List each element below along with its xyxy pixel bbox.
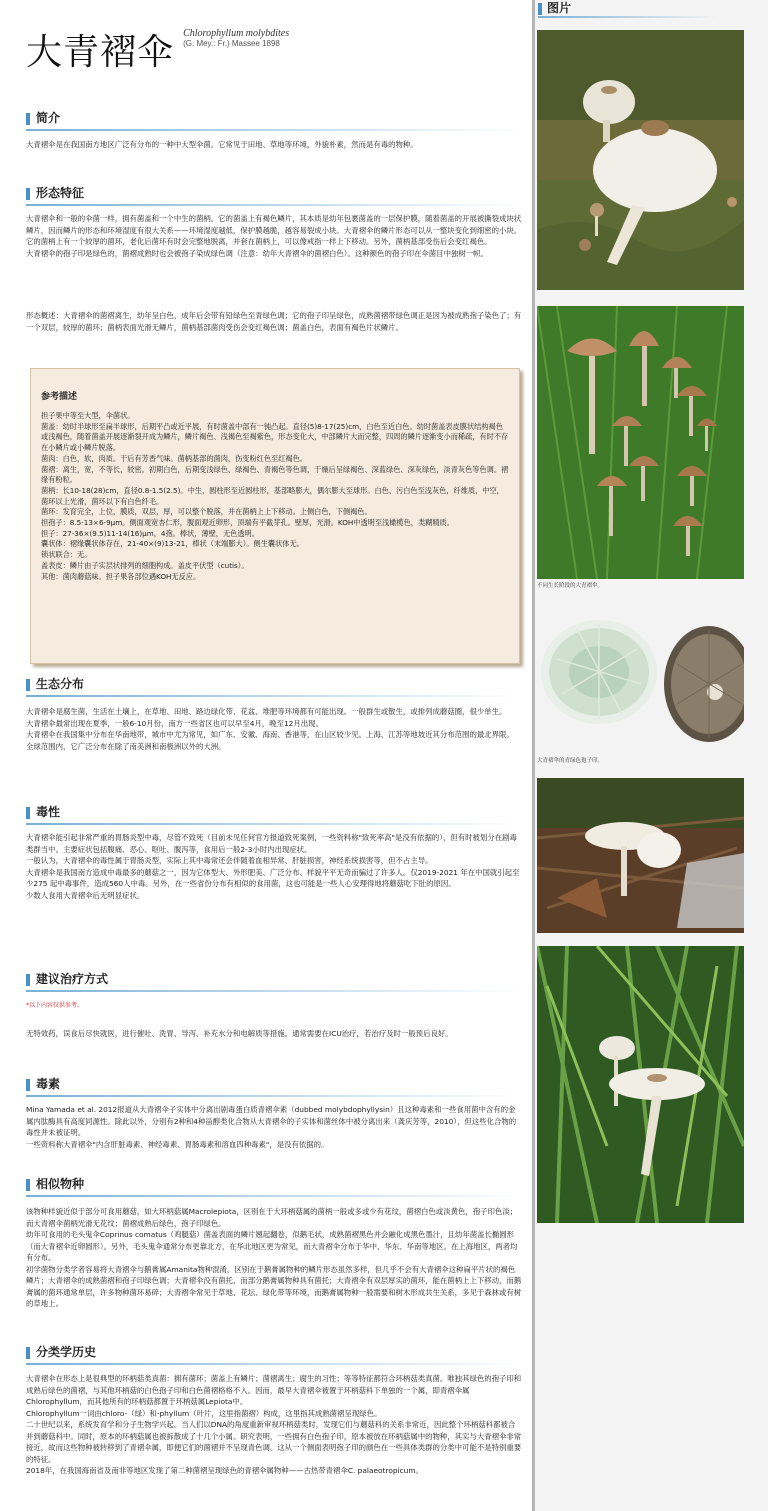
ecology-text: 大青褶伞是腐生菌，生活在土壤上，在草地、田地、路边绿化带、花盆、堆肥等环境都有可能出现。一般群生或散生，或排列成蘑菇圈，很少单生。 大青褶伞最常出现在夏季，一般6-10月份，南方一些省区也可以早至4月，晚至12月出现。 大青褶伞在我国集中分布在华南地带，城市中尤为常见，如广东、安徽、海南、香港等，在山区较少见。上海、江苏等地坡近其分布范围的最北界限。 全球范围内，它广泛分布在除了南美洲和南极洲以外的大洲。 bbox=[26, 707, 514, 751]
mushroom-photo-4[interactable] bbox=[537, 778, 744, 933]
title-chinese: 大青褶伞 bbox=[26, 32, 175, 73]
morphology-summary: 形态概述：大青褶伞的菌褶离生，幼年呈白色，成年后会带有铅绿色至青绿色调；它的孢子印呈绿色，成熟菌褶带绿色调正是因为被成熟孢子染色了；有一个双层，较厚的菌环；菌柄表面光滑无鳞片，菌柄基部菌肉受伤会变红褐色调；菌盖白色，表面有褐色片状鳞片。 bbox=[26, 311, 522, 332]
taxonomy-text: 大青褶伞在形态上是很典型的环柄菇类真菌：拥有菌环；菌盖上有鳞片；菌褶离生；腐生的习性；等等特征都符合环柄菇类真菌。唯独其绿色的孢子印和成熟后绿色的菌褶，与其他环柄菇的白色孢子印和白色菌褶格格不入。因而，最早大青褶伞被置于环柄菇科下单独的一个属，即青褶伞属Chlorophyllum，而其他所有的环柄菇都置于环柄菇属Lepiota中。 Chlorophyllum一词由chloro-（绿）和-phyllum（叶片，这里指菌褶）构成，这里指其成熟菌褶呈现绿色。 二十世纪以来，系统发育学和分子生物学兴起。当人们以DNA的角度重新审视环柄菇类时，发现它们与蘑菇科的关系非常近，因此整个环柄菇科都被合并到蘑菇科中。同时，原本的环柄菇属也被拆散成了十几个小属。研究表明，一些拥有白色孢子印，原本被放在环柄菇属中的物种，其实与大青褶伞非常接近，故而这些物种被转移到了青褶伞属，即便它们的菌褶并不呈现青色调。这从一个侧面表明孢子印的颜色在一些具体类群的分类中可能不是特别重要的特征。 2018年，在我国海南省及南非等地区发现了第二种菌褶呈现绿色的青褶伞属物种——古热带青褶伞C. palaeotropicum。 bbox=[26, 1374, 522, 1475]
reference-body: 担子果中等至大型，伞菌状。 菌盖：幼时半球形至扁半球形，后期平凸或近平展，有时菌盖中部有一钝凸起。直径(5)8-17(25)cm，白色至近白色。幼时菌盖表皮膜状结构褐色或浅褐色，随着菌盖开展逐渐裂开成为鳞片，鳞片褐色、浅褐色至褐紫色，形态变化大，中部鳞片大而完整，四周的鳞片逐渐变小而稀疏，有时不存在小鳞片或小鳞片脱落。 菌肉：白色，软，肉质。干后有芳香气味。菌柄基部的菌肉，伤变粉红色至红褐色。 菌褶：离生，宽，不等长，较密。初期白色，后期变浅绿色、绿褐色、青褐色等色调，干燥后呈绿褐色、深蓝绿色、深灰绿色，淡青灰色等色调。褶缘有粉粒。 菌柄：长10-18(28)cm，直径0.8-1.5(2.5)。中生，圆柱形至近圆柱形，基部略膨大，偶尔膨大至球形。白色、污白色至浅灰色，纤维质，中空，菌环以上光滑，菌环以下有白色纤毛。 菌环：发育完全，上位，膜质，双层，厚，可以整个脱落，并在菌柄上上下移动。上侧白色，下侧褐色。 担孢子：8.5-13×6-9μm。侧面观宽杏仁形，腹面观近卵形，顶端有平截芽孔。壁厚，光滑。KOH中透明至浅橄榄色，类糊精质。 担子：27-36×(9.5)11-14(16)μm，4孢。棒状，薄壁，无色透明。 囊状体：褶缘囊状体存在，21-40×(9)13-21，棒状（末端膨大）。侧生囊状体无。 锁状联合：无。 盖表皮：鳞片由子实层状排列的细胞构成。盖皮平伏型（cutis）。 其他：菌肉蘑菇味。担子果各部位遇KOH无反应。 bbox=[41, 411, 509, 581]
section-heading-toxin: 毒素 bbox=[26, 1075, 522, 1095]
mushroom-photo-1[interactable] bbox=[537, 30, 744, 290]
photo-3-caption: 大青褶伞的青绿色孢子印。 bbox=[537, 758, 604, 764]
reference-heading: 参考描述 bbox=[41, 392, 78, 402]
treatment-text: 无特效药，误食后尽快就医，进行催吐、洗胃、导泻、补充水分和电解质等措施。通常需要在ICU治疗，若治疗及时一般预后良好。 bbox=[26, 1029, 453, 1038]
section-heading-morphology: 形态特征 bbox=[26, 184, 522, 204]
scientific-authority: (G. Mey.: Fr.) Massee 1898 bbox=[183, 39, 280, 48]
toxicity-text: 大青褶伞能引起非常严重的胃肠炎型中毒，尽管不致死（目前未见任何官方报道致死案例，一些资料称"致死率高"是没有依据的），但有时被划分在剧毒类群当中。主要症状包括腹痛、恶心、呕吐、腹泻等，食用后一般2-3小时内出现症状。 一般认为，大青褶伞的毒性属于胃肠炎型，实际上其中毒常还会伴随着血相异常、肝脏损害，神经系统损害等，但不占主导。 大青褶伞是我国南方造成中毒最多的蘑菇之一，因为它体型大、外形肥美、广泛分布、样貌平平无奇而骗过了许多人。仅2019-2021 年在中国就引起至少275 起中毒事件，造成560人中毒。另外，在一些省份分布有相似的食用菌，这也可能是一些人心安理得地将蘑菇吃下肚的原因。 少数人食用大青褶伞后无明显症状。 bbox=[26, 833, 520, 900]
section-heading-taxonomy: 分类学历史 bbox=[26, 1343, 522, 1363]
mushroom-photo-5[interactable] bbox=[537, 946, 744, 1223]
section-heading-ecology: 生态分布 bbox=[26, 675, 522, 695]
mushroom-photo-2[interactable] bbox=[537, 306, 744, 579]
similar-text: 该物种样貌近似于部分可食用蘑菇，如大环柄菇属Macrolepiota，区别在于大环柄菇属的菌柄一般或多或少有花纹，菌褶白色或淡黄色，孢子印色淡；而大青褶伞菌柄光滑无花纹；菌褶成熟后绿色，孢子印绿色。 幼年可食用的毛头鬼伞Coprinus comatus（鸡腿菇）菌盖表面的鳞片翘起翻卷，似鹅毛状，成熟菌褶黑色并会融化成黑色墨汁，且幼年菌盖长椭圆形（而大青褶伞近卵圆形）。另外，毛头鬼伞通常分布更靠北方，在华北地区更为常见，而大青褶伞分布于华中、华东、华南等地区。在上海地区，两者均有分布。 初学菌物分类学者容易将大青褶伞与鹅膏属Amanita物种混淆。区别在于鹅膏属物种的鳞片形态虽然多样，但几乎不会有大青褶伞这种扁平片状的褐色鳞片；大青褶伞的成熟菌褶和孢子印绿色调；大青褶伞没有菌托，而部分鹅膏属物种具有菌托；大青褶伞有双层厚实的菌环，能在菌柄上上下移动，而鹅膏属的菌环通常单层，许多物种菌环易碎；大青褶伞常见于草地、花坛、绿化带等环境，而鹅膏属物种一般需要和树木形成共生关系，多见于森林或有树的草地上。 bbox=[26, 1207, 522, 1308]
image-sidebar bbox=[535, 0, 768, 1511]
treatment-note: *以下内容仅供参考。 bbox=[26, 1002, 84, 1009]
section-heading-toxicity: 毒性 bbox=[26, 803, 522, 823]
scientific-name: Chlorophyllum molybdites bbox=[183, 28, 290, 39]
toxin-text: Mina Yamada et al. 2012报道从大青褶伞子实体中分离出剧毒蛋白质青褶伞素（dubbed molybdophyllysin）且这种毒素和一些食用菌中含有的金属内肽酶具有高度同源性。除此以外，分别有2种和4种甾醇类化合物从大青褶伞的子实体和菌丝体中被分离出来（龚庆芳等，2010），但这些化合物的毒性并未被证明。 一些资料称大青褶伞"内含肝脏毒素、神经毒素、胃肠毒素和溶血四种毒素"，是没有依据的。 bbox=[26, 1105, 517, 1149]
section-heading-treatment: 建议治疗方式 bbox=[26, 970, 522, 990]
spore-print-photo[interactable] bbox=[537, 604, 744, 754]
section-heading-similar: 相似物种 bbox=[26, 1175, 522, 1195]
intro-text: 大青褶伞是在我国南方地区广泛有分布的一种中大型伞菌。它常见于田地、草地等环境，外貌朴素，然而是有毒的物种。 bbox=[26, 140, 418, 149]
photo-2-caption: 不同生长阶段的大青褶伞。 bbox=[537, 583, 604, 589]
reference-description-box bbox=[30, 368, 520, 664]
section-heading-intro: 简介 bbox=[26, 109, 522, 129]
sidebar-heading: 图片 bbox=[535, 0, 768, 18]
title-scientific-block bbox=[183, 28, 289, 48]
page-title bbox=[26, 24, 289, 75]
morphology-text: 大青褶伞和一般的伞菌一样，拥有菌盖和一个中生的菌柄。它的菌盖上有褐色鳞片，其本质是幼年包裹菌盖的一层保护膜，随着菌盖的开展被撕裂成块状鳞片，因而鳞片的形态和环境湿度有很大关系——环境湿度越低，保护膜越脆，越容易裂成小块。大青褶伞的鳞片形态可以从一整块变化到细密的小块。它的菌柄上有一个较厚的菌环，老化后菌环有时会完整地脱离，并套在菌柄上，可以像戒指一样上下移动。另外，菌柄基部受伤后会变红褐色。 大青褶伞的孢子印是绿色的，菌褶成熟时也会被孢子染成绿色调（注意：幼年大青褶伞的菌褶白色）。这种颜色的孢子印在伞菌目中独树一帜。 bbox=[26, 214, 522, 258]
